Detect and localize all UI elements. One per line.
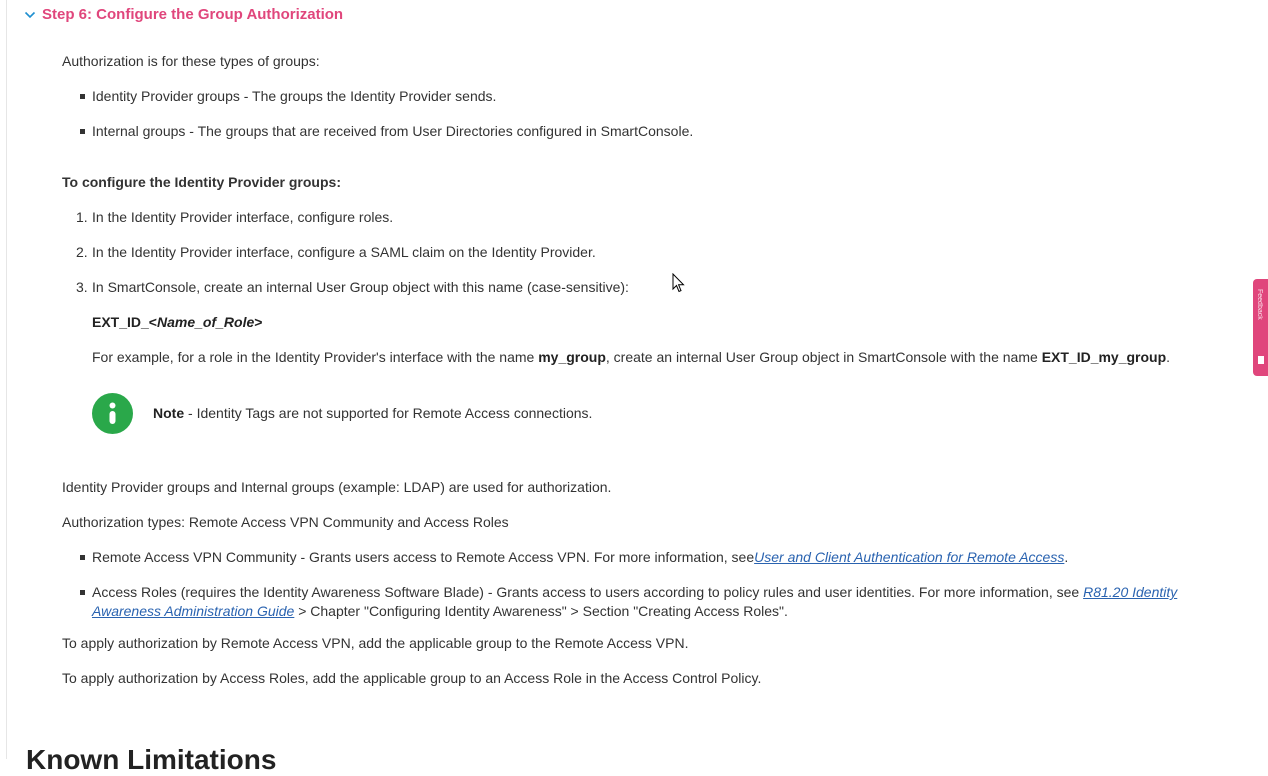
example-ext-group: EXT_ID_my_group — [1042, 349, 1166, 365]
example-part: . — [1166, 349, 1170, 365]
step-6-toggle[interactable] — [24, 6, 343, 23]
roles-text: Access Roles (requires the Identity Awareness Software Blade) - Grants access to users according to policy rules and user identities. For more information, see — [92, 584, 1083, 600]
example-part: , create an internal User Group object in SmartConsole with the name — [606, 349, 1042, 365]
ext-id-role: Name_of_Role — [157, 314, 254, 330]
step-number: 3. — [76, 278, 88, 297]
note-text — [153, 404, 592, 423]
intro-text: Authorization is for these types of groups: — [62, 52, 1232, 71]
example-group: my_group — [538, 349, 606, 365]
apply-roles-text: To apply authorization by Access Roles, add the applicable group to an Access Role in the Access Control Policy. — [62, 669, 1232, 688]
step-number: 2. — [76, 243, 88, 262]
ext-id-prefix: EXT_ID_< — [92, 314, 157, 330]
list-item: Internal groups - The groups that are received from User Directories configured in SmartConsole. — [62, 122, 1232, 141]
procedure-heading: To configure the Identity Provider groups: — [62, 173, 1232, 192]
apply-vpn-text: To apply authorization by Remote Access VPN, add the applicable group to the Remote Access VPN. — [62, 634, 1232, 653]
feedback-label: Feedback — [1256, 289, 1263, 320]
feedback-tab[interactable] — [1253, 279, 1268, 376]
step-item — [62, 243, 1232, 262]
example-text — [62, 348, 1232, 367]
roles-after: > Chapter "Configuring Identity Awareness" > Section "Creating Access Roles". — [294, 603, 788, 619]
auth-types-list — [62, 548, 1232, 621]
procedure-steps — [62, 208, 1232, 297]
step-content — [62, 52, 1232, 704]
info-icon — [92, 393, 133, 434]
list-item: Identity Provider groups - The groups the Identity Provider sends. — [62, 87, 1232, 106]
vpn-text: Remote Access VPN Community - Grants users access to Remote Access VPN. For more information, see — [92, 549, 754, 565]
step-item — [62, 278, 1232, 297]
chevron-down-icon — [24, 9, 36, 21]
example-part: For example, for a role in the Identity Provider's interface with the name — [92, 349, 538, 365]
step-text: In the Identity Provider interface, configure roles. — [92, 209, 393, 225]
groups-used-text: Identity Provider groups and Internal groups (example: LDAP) are used for authorization. — [62, 478, 1232, 497]
ext-id-suffix: > — [254, 314, 262, 330]
step-title: Step 6: Configure the Group Authorization — [42, 6, 343, 23]
note-box — [62, 393, 1232, 434]
step-item — [62, 208, 1232, 227]
vpn-after: . — [1064, 549, 1068, 565]
step-text: In the Identity Provider interface, configure a SAML claim on the Identity Provider. — [92, 244, 596, 260]
feedback-icon — [1258, 356, 1264, 364]
list-item — [62, 548, 1232, 567]
auth-types-text: Authorization types: Remote Access VPN Community and Access Roles — [62, 513, 1232, 532]
ext-id-format — [62, 313, 1232, 332]
step-number: 1. — [76, 208, 88, 227]
note-label: Note — [153, 405, 184, 421]
note-body: - Identity Tags are not supported for Remote Access connections. — [184, 405, 592, 421]
user-client-auth-link[interactable]: User and Client Authentication for Remote Access — [754, 549, 1064, 565]
known-limitations-heading: Known Limitations — [26, 744, 276, 776]
left-rule — [6, 0, 7, 759]
group-types-list — [62, 87, 1232, 141]
step-text: In SmartConsole, create an internal User Group object with this name (case-sensitive): — [92, 279, 629, 295]
identity-awareness-guide-link[interactable]: R81.20 Identity Awareness Administration Guide — [92, 584, 1177, 619]
list-item — [62, 583, 1232, 621]
mouse-cursor-icon — [672, 273, 686, 296]
